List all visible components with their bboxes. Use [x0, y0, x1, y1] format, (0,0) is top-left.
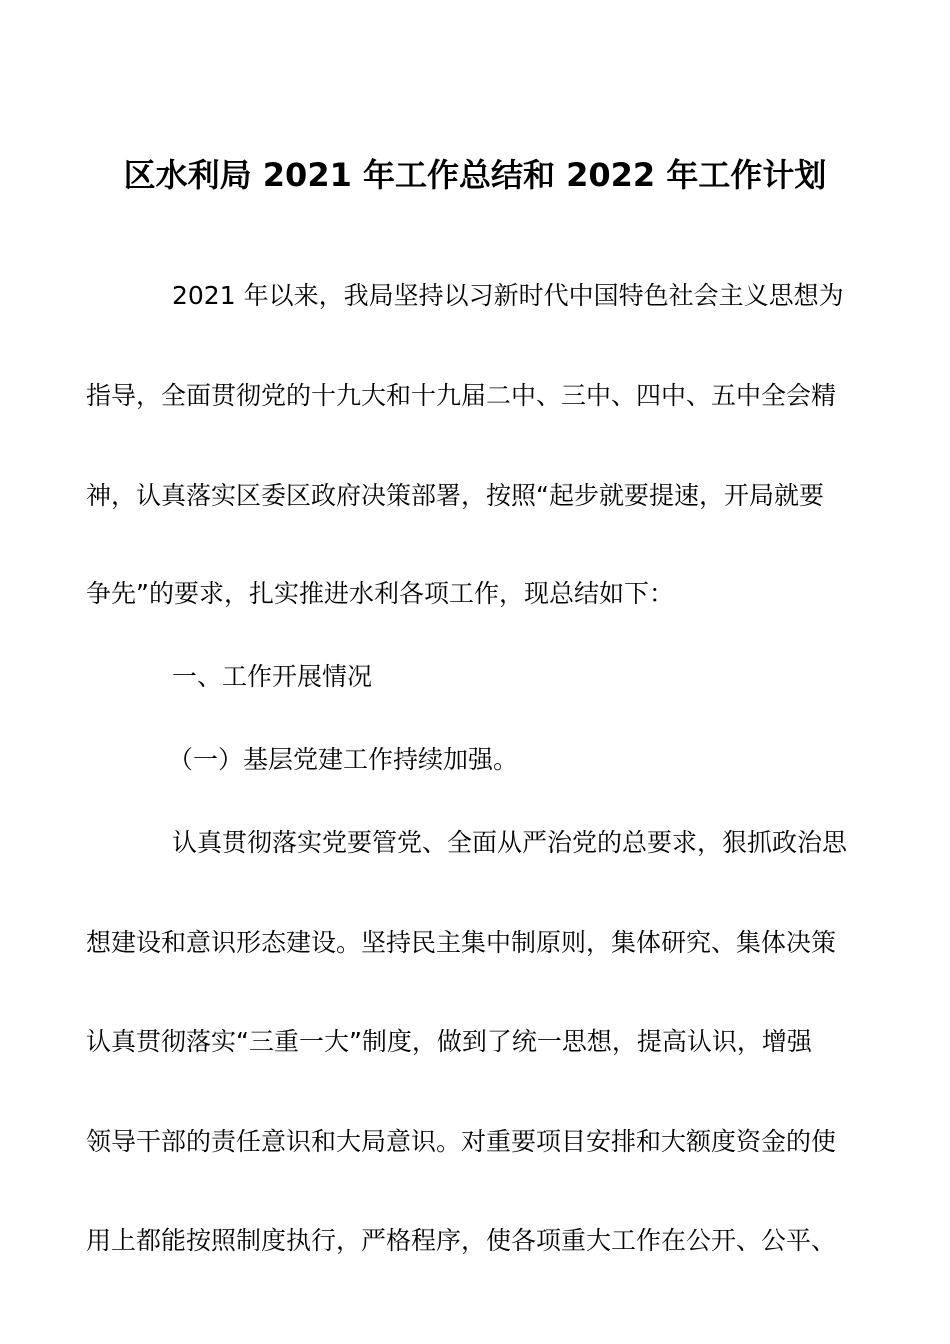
section-heading: 一、工作开展情况 [172, 662, 373, 691]
subsection-heading: （一）基层党建工作持续加强。 [168, 745, 519, 774]
paragraph-line: 领导干部的责任意识和大局意识。对重要项目安排和大额度资金的使 [86, 1127, 837, 1156]
paragraph-line: 用上都能按照制度执行，严格程序，使各项重大工作在公开、公平、 [86, 1226, 837, 1255]
paragraph-line: 认真贯彻落实“三重一大”制度，做到了统一思想，提高认识，增强 [86, 1027, 812, 1056]
paragraph-line: 2021 年以来，我局坚持以习新时代中国特色社会主义思想为 [172, 281, 844, 310]
document-title: 区水利局 2021 年工作总结和 2022 年工作计划 [123, 156, 827, 194]
paragraph-line: 想建设和意识形态建设。坚持民主集中制原则，集体研究、集体决策 [86, 928, 837, 957]
paragraph-line: 神，认真落实区委区政府决策部署，按照“起步就要提速，开局就要 [86, 481, 824, 510]
paragraph-line: 争先”的要求，扎实推进水利各项工作，现总结如下： [86, 579, 674, 608]
paragraph-line: 认真贯彻落实党要管党、全面从严治党的总要求，狠抓政治思 [172, 828, 848, 857]
paragraph-line: 指导，全面贯彻党的十九大和十九届二中、三中、四中、五中全会精 [86, 381, 837, 410]
